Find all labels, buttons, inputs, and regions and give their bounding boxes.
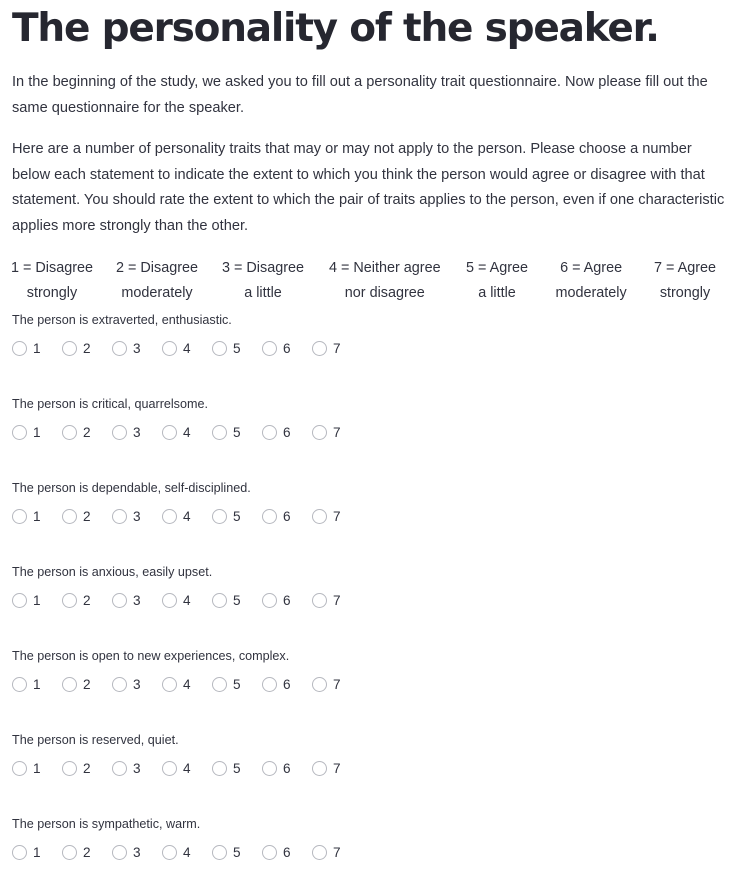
radio-circle-icon[interactable] [12,509,27,524]
radio-option-label: 4 [183,341,191,356]
radio-circle-icon[interactable] [62,341,77,356]
scale-item-label: 3 = Disagree [222,260,304,276]
radio-option-label: 6 [283,509,291,524]
radio-circle-icon[interactable] [12,761,27,776]
radio-option-label: 4 [183,761,191,776]
radio-circle-icon[interactable] [162,761,177,776]
radio-option-label: 7 [333,845,341,860]
scale-item-label: 7 = Agree [654,260,717,276]
radio-option-label: 5 [233,593,241,608]
radio-circle-icon[interactable] [12,593,27,608]
scale-item-label: 1 = Disagree [11,260,93,276]
radio-option-label: 7 [333,761,341,776]
radio-circle-icon[interactable] [12,677,27,692]
radio-option-label: 4 [183,677,191,692]
radio-option-label: 3 [133,341,141,356]
radio-option-label: 1 [33,845,41,860]
radio-circle-icon[interactable] [312,845,327,860]
radio-option-label: 6 [283,425,291,440]
radio-circle-icon[interactable] [112,845,127,860]
radio-option-label: 4 [183,425,191,440]
radio-option-label: 5 [233,677,241,692]
radio-circle-icon[interactable] [312,761,327,776]
page-title: The personality of the speaker. [12,6,659,51]
question-label: The person is extraverted, enthusiastic. [12,313,232,327]
radio-circle-icon[interactable] [162,509,177,524]
radio-option-label: 5 [233,845,241,860]
intro-text: In the beginning of the study, we asked you to fill out a personality trait questionnaire. Now please fill out the same questionnaire for the speaker. [12,74,708,116]
radio-circle-icon[interactable] [262,593,277,608]
question-label: The person is reserved, quiet. [12,733,179,747]
radio-circle-icon[interactable] [112,761,127,776]
radio-circle-icon[interactable] [262,341,277,356]
radio-option-label: 2 [83,509,91,524]
radio-option-label: 7 [333,677,341,692]
question-4 [12,564,730,634]
radio-option-label: 2 [83,341,91,356]
radio-circle-icon[interactable] [212,761,227,776]
radio-option-label: 6 [283,593,291,608]
scale-item-sublabel: nor disagree [344,285,425,301]
scale-item-sublabel: a little [244,285,282,301]
radio-circle-icon[interactable] [262,425,277,440]
radio-option-label: 1 [33,761,41,776]
scale-item-label: 4 = Neither agree [329,260,441,276]
radio-circle-icon[interactable] [62,425,77,440]
radio-option-label: 5 [233,425,241,440]
scale-item-sublabel: moderately [555,285,627,301]
radio-circle-icon[interactable] [212,593,227,608]
radio-option-label: 6 [283,677,291,692]
radio-circle-icon[interactable] [62,509,77,524]
radio-circle-icon[interactable] [312,341,327,356]
question-label: The person is dependable, self-disciplined. [12,481,251,495]
question-6 [12,732,730,802]
radio-circle-icon[interactable] [162,341,177,356]
radio-option-label: 3 [133,425,141,440]
question-3 [12,480,730,550]
radio-option-label: 7 [333,509,341,524]
scale-item-sublabel: strongly [26,285,78,301]
radio-option-label: 1 [33,677,41,692]
radio-circle-icon[interactable] [212,845,227,860]
radio-circle-icon[interactable] [312,677,327,692]
radio-circle-icon[interactable] [312,509,327,524]
radio-option-label: 1 [33,425,41,440]
radio-circle-icon[interactable] [62,593,77,608]
scale-item-sublabel: strongly [659,285,711,301]
radio-option-label: 2 [83,845,91,860]
scale-item-6 [556,256,627,306]
radio-option-label: 5 [233,509,241,524]
radio-circle-icon[interactable] [62,845,77,860]
radio-circle-icon[interactable] [112,593,127,608]
radio-option-label: 6 [283,341,291,356]
scale-item-sublabel: a little [478,285,516,301]
question-label: The person is anxious, easily upset. [12,565,213,579]
radio-option-label: 4 [183,509,191,524]
scale-item-3 [222,256,304,306]
radio-circle-icon[interactable] [112,425,127,440]
radio-circle-icon[interactable] [262,761,277,776]
radio-option-label: 2 [83,677,91,692]
radio-option-label: 5 [233,341,241,356]
radio-option-label: 1 [33,341,41,356]
radio-option-label: 7 [333,593,341,608]
radio-circle-icon[interactable] [112,341,127,356]
scale-item-4 [329,256,441,306]
question-label: The person is sympathetic, warm. [12,817,201,831]
radio-option-label: 5 [233,761,241,776]
radio-option-label: 3 [133,509,141,524]
radio-circle-icon[interactable] [262,845,277,860]
scale-item-label: 5 = Agree [466,260,529,276]
radio-option-label: 4 [183,593,191,608]
radio-circle-icon[interactable] [212,341,227,356]
radio-circle-icon[interactable] [112,677,127,692]
radio-option-label: 3 [133,593,141,608]
question-1 [12,312,730,382]
scale-item-2 [116,256,198,306]
radio-circle-icon[interactable] [212,677,227,692]
radio-circle-icon[interactable] [162,677,177,692]
radio-circle-icon[interactable] [162,845,177,860]
radio-circle-icon[interactable] [112,509,127,524]
scale-item-sublabel: moderately [121,285,193,301]
radio-option-label: 3 [133,761,141,776]
scale-item-1 [11,256,93,306]
radio-option-label: 2 [83,593,91,608]
scale-item-label: 2 = Disagree [116,260,198,276]
radio-option-label: 7 [333,425,341,440]
question-7 [12,816,730,886]
radio-option-label: 1 [33,509,41,524]
scale-item-label: 6 = Agree [560,260,623,276]
radio-circle-icon[interactable] [212,509,227,524]
radio-option-label: 1 [33,593,41,608]
question-5 [12,648,730,718]
radio-option-label: 7 [333,341,341,356]
radio-circle-icon[interactable] [312,425,327,440]
radio-circle-icon[interactable] [62,677,77,692]
radio-circle-icon[interactable] [262,677,277,692]
radio-option-label: 3 [133,677,141,692]
radio-option-label: 2 [83,761,91,776]
question-2 [12,396,730,466]
radio-option-label: 4 [183,845,191,860]
radio-circle-icon[interactable] [12,341,27,356]
rating-scale-legend [12,256,730,308]
radio-circle-icon[interactable] [162,593,177,608]
radio-circle-icon[interactable] [262,509,277,524]
scale-item-7 [654,256,716,306]
radio-option-label: 2 [83,425,91,440]
scale-item-5 [466,256,528,306]
radio-option-label: 6 [283,761,291,776]
radio-circle-icon[interactable] [212,425,227,440]
radio-circle-icon[interactable] [312,593,327,608]
question-label: The person is open to new experiences, complex. [12,649,290,663]
question-label: The person is critical, quarrelsome. [12,397,208,411]
radio-circle-icon[interactable] [12,425,27,440]
radio-option-label: 6 [283,845,291,860]
instructions-text: Here are a number of personality traits that may or may not apply to the person. Please choose a number below each statement to indicate the extent to which you think the person would agree or disagree with that statement. You should rate the extent to which the pair of traits applies to the person, even if one characteristic applies more strongly than the other. [12,141,725,234]
radio-circle-icon[interactable] [62,761,77,776]
radio-circle-icon[interactable] [162,425,177,440]
radio-circle-icon[interactable] [12,845,27,860]
radio-option-label: 3 [133,845,141,860]
